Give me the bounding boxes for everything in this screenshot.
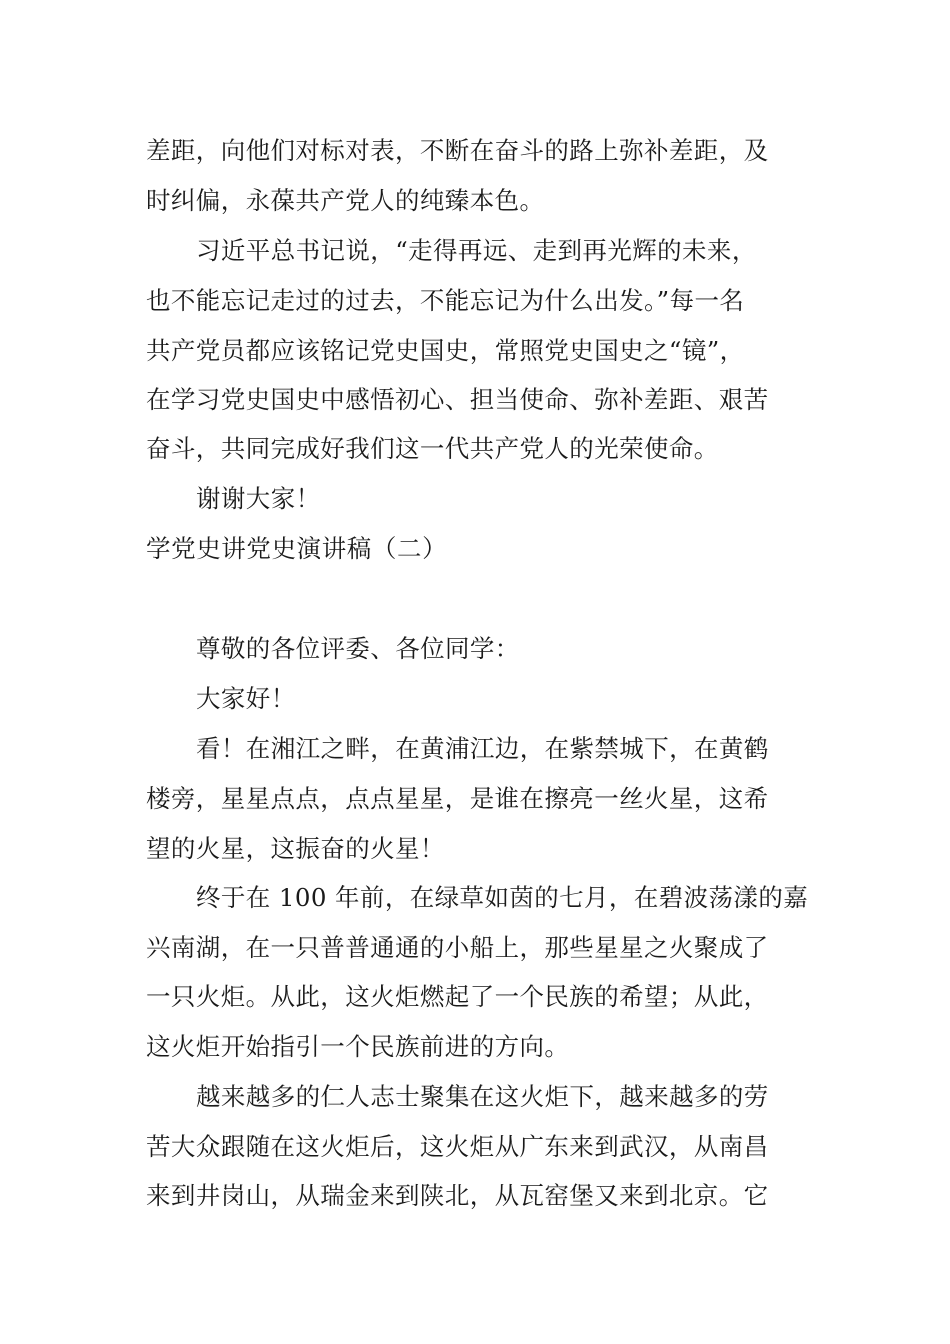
body-line: 奋斗，共同完成好我们这一代共产党人的光荣使命。 <box>146 434 719 463</box>
salutation-line: 尊敬的各位评委、各位同学： <box>196 634 520 663</box>
paragraph-start-line: 习近平总书记说，“走得再远、走到再光辉的未来， <box>196 236 757 265</box>
body-line: 苦大众跟随在这火炬后，这火炬从广东来到武汉，从南昌 <box>146 1132 769 1161</box>
body-line: 这火炬开始指引一个民族前进的方向。 <box>146 1032 570 1061</box>
paragraph-start-line: 看！在湘江之畔，在黄浦江边，在紫禁城下，在黄鹤 <box>196 734 769 763</box>
closing-line: 谢谢大家！ <box>196 484 321 513</box>
section-heading: 学党史讲党史演讲稿（二） <box>146 534 448 563</box>
body-line: 也不能忘记走过的过去，不能忘记为什么出发。”每一名 <box>146 286 745 315</box>
greeting-line: 大家好！ <box>196 684 296 713</box>
body-line: 兴南湖，在一只普普通通的小船上，那些星星之火聚成了 <box>146 933 769 962</box>
body-line: 时纠偏，永葆共产党人的纯臻本色。 <box>146 186 545 215</box>
body-line: 在学习党史国史中感悟初心、担当使命、弥补差距、艰苦 <box>146 385 769 414</box>
body-line: 来到井岗山，从瑞金来到陕北，从瓦窑堡又来到北京。它 <box>146 1181 769 1210</box>
body-line: 楼旁，星星点点，点点星星，是谁在擦亮一丝火星，这希 <box>146 784 769 813</box>
body-line: 一只火炬。从此，这火炬燃起了一个民族的希望；从此， <box>146 982 769 1011</box>
body-line: 共产党员都应该铭记党史国史，常照党史国史之“镜”， <box>146 336 745 365</box>
body-line: 差距，向他们对标对表，不断在奋斗的路上弥补差距，及 <box>146 136 769 165</box>
paragraph-start-line: 终于在 100 年前，在绿草如茵的七月，在碧波荡漾的嘉 <box>196 883 809 912</box>
body-line: 望的火星，这振奋的火星！ <box>146 834 445 863</box>
paragraph-start-line: 越来越多的仁人志士聚集在这火炬下，越来越多的劳 <box>196 1082 769 1111</box>
